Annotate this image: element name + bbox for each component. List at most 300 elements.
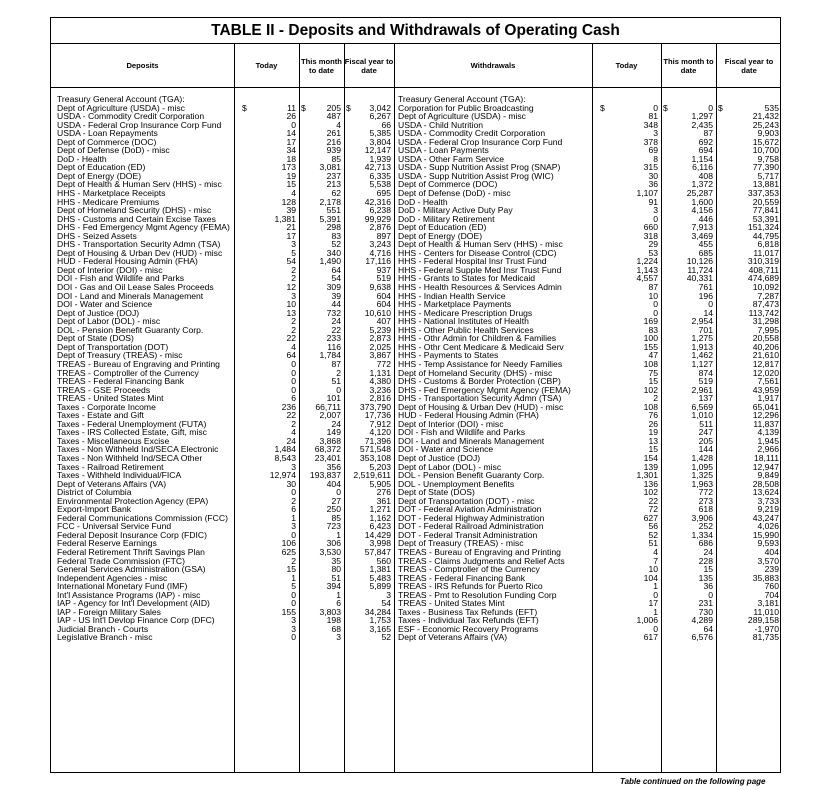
deposit-row-fiscal: 4,380 (369, 376, 391, 387)
withdrawal-row-today: 102 (643, 384, 658, 395)
withdrawal-row-today: 102 (643, 487, 658, 498)
withdrawal-row-today: 0 (653, 213, 658, 224)
withdrawal-row-label: DHS - Transportation Security Admn (TSA) (398, 393, 562, 404)
deposit-row-label: DoD - Health (57, 153, 107, 164)
withdrawal-row-today: 627 (643, 512, 658, 523)
withdrawal-row-month (666, 95, 713, 104)
column-rule (716, 43, 717, 772)
deposit-row-fiscal: 937 (376, 264, 391, 275)
withdrawal-row-fiscal: 87,473 (752, 299, 779, 310)
deposit-row-fiscal: 5,385 (369, 128, 391, 139)
withdrawal-row-month: 519 (698, 376, 713, 387)
withdrawal-row-month: 7,913 (691, 222, 713, 233)
withdrawal-row-today: 4 (653, 546, 658, 557)
deposit-row-month: 51 (331, 572, 341, 583)
deposit-row-month: 27 (331, 495, 341, 506)
withdrawal-row-month: 730 (698, 606, 713, 617)
deposit-row-month: 68 (331, 623, 341, 634)
deposit-row-label: Dept of Homeland Security (DHS) - misc (57, 205, 212, 216)
deposit-row-fiscal: 42,316 (364, 196, 391, 207)
withdrawal-row-fiscal: 81,735 (752, 632, 779, 643)
deposit-row-fiscal: 6,335 (369, 170, 391, 181)
withdrawal-row-label: TREAS - Claims Judgments and Relief Acts (398, 555, 565, 566)
deposit-row-label: TREAS - United States Mint (57, 393, 164, 404)
withdrawal-row-label: USDA - Federal Crop Insurance Corp Fund (398, 136, 563, 147)
currency-symbol: $ (301, 103, 306, 113)
deposit-row-today: 10 (286, 299, 296, 310)
deposit-row-label: Federal Deposit Insurance Corp (FDIC) (57, 529, 207, 540)
deposit-row-fiscal: 54 (381, 598, 391, 609)
deposit-row-month: 233 (326, 333, 341, 344)
deposit-row-fiscal: 12,147 (364, 145, 391, 156)
withdrawal-row-label: DOT - Federal Railroad Administration (398, 521, 544, 532)
withdrawal-row-month: 6,576 (691, 632, 713, 643)
deposit-row-label: Legislative Branch - misc (57, 632, 153, 643)
withdrawal-row-month: 1,372 (691, 179, 713, 190)
withdrawal-row-month: 1,462 (691, 350, 713, 361)
deposit-row-month: 213 (326, 179, 341, 190)
deposit-row-label: Dept of Treasury (TREAS) - misc (57, 350, 183, 361)
deposit-row-label: USDA - Commodity Credit Corporation (57, 111, 205, 122)
withdrawal-row-today: 91 (648, 196, 658, 207)
withdrawal-row-today: 136 (643, 478, 658, 489)
deposit-row-month: 216 (326, 136, 341, 147)
deposit-row-today: 236 (281, 401, 296, 412)
deposit-row-month: 723 (326, 521, 341, 532)
deposit-row-month: 3,530 (319, 546, 341, 557)
deposits-today-column (251, 95, 296, 642)
withdrawal-row-month: 1,010 (691, 410, 713, 421)
deposit-row-fiscal: 373,790 (359, 401, 391, 412)
deposit-row-fiscal: 5,538 (369, 179, 391, 190)
deposit-row-month: 1 (336, 529, 341, 540)
deposit-row-month: 101 (326, 393, 341, 404)
withdrawal-row-fiscal: 10,092 (752, 282, 779, 293)
withdrawal-row-today: 47 (648, 350, 658, 361)
deposit-row-today: 0 (291, 598, 296, 609)
withdrawal-row-fiscal: 9,903 (757, 128, 779, 139)
deposit-row-month: 198 (326, 615, 341, 626)
withdrawal-row-label: Dept of Commerce (DOC) (398, 179, 498, 190)
withdrawal-row-month: 10,126 (686, 256, 713, 267)
deposit-row-label: TREAS - Comptroller of the Currency (57, 367, 199, 378)
withdrawal-row-label: DoD - Military Retirement (398, 213, 495, 224)
withdrawal-row-label: Dept of Treasury (TREAS) - misc (398, 538, 524, 549)
withdrawal-row-today: 56 (648, 521, 658, 532)
deposit-row-month: 149 (326, 427, 341, 438)
withdrawal-row-fiscal: 18,111 (753, 452, 779, 463)
withdrawal-row-today: 0 (653, 589, 658, 600)
deposit-row-fiscal: 1,381 (369, 564, 391, 575)
deposit-row-today: 3 (291, 290, 296, 301)
deposit-row-fiscal: 2,816 (369, 393, 391, 404)
deposit-row-month: 306 (326, 538, 341, 549)
withdrawal-row-label: HHS - Federal Supple Med Insr Trust Fund (398, 264, 562, 275)
column-rule (661, 43, 662, 772)
withdrawal-row-fiscal: 9,593 (757, 538, 779, 549)
currency-symbol: $ (600, 103, 605, 113)
deposit-row-month: 2,178 (319, 196, 341, 207)
column-rule (394, 43, 395, 772)
deposit-row-month: 3 (336, 632, 341, 643)
deposit-row-today: 14 (286, 128, 296, 139)
deposit-row-fiscal: 5,483 (369, 572, 391, 583)
withdrawal-row-label: HHS - Health Resources & Services Admin (398, 282, 562, 293)
withdrawal-row-label: USDA - Supp Nutrition Assist Prog (SNAP) (398, 162, 561, 173)
deposit-row-month: 85 (331, 512, 341, 523)
withdrawal-row-today: 155 (643, 341, 658, 352)
deposit-row-label: DOI - Gas and Oil Lease Sales Proceeds (57, 282, 214, 293)
column-rule (592, 43, 593, 772)
deposit-row-month: 24 (331, 418, 341, 429)
deposit-row-fiscal: 57,847 (364, 546, 391, 557)
deposit-row-label: Federal Trade Commission (FTC) (57, 555, 185, 566)
withdrawal-row-fiscal: 11,837 (753, 418, 779, 429)
withdrawal-row-fiscal: 9,219 (757, 504, 779, 515)
withdrawal-row-month: 196 (698, 290, 713, 301)
withdrawal-row-fiscal: 12,947 (752, 461, 779, 472)
deposit-row-month: 22 (331, 324, 341, 335)
withdrawal-row-today: 1,143 (636, 264, 658, 275)
deposit-row-month: 356 (326, 461, 341, 472)
withdrawal-row-label: HHS - National Institutes of Health (398, 316, 529, 327)
deposit-row-month: 237 (326, 170, 341, 181)
deposit-row-fiscal: 1,162 (369, 512, 391, 523)
deposit-row-today: 128 (281, 196, 296, 207)
withdrawal-row-today: 19 (648, 427, 658, 438)
withdrawal-row-today: 3 (653, 205, 658, 216)
deposit-row-month: 52 (331, 239, 341, 250)
withdrawal-row-fiscal: 21,610 (752, 350, 779, 361)
withdrawal-row-today: 51 (648, 538, 658, 549)
withdrawal-row-fiscal: 21,432 (752, 111, 779, 122)
withdrawal-row-today: 22 (648, 495, 658, 506)
deposit-row-fiscal: 5,239 (369, 324, 391, 335)
withdrawal-row-label: DHS - Customs & Border Protection (CBP) (398, 376, 561, 387)
deposit-row-month: 39 (331, 290, 341, 301)
deposit-row-month: 24 (331, 316, 341, 327)
deposit-row-today: 17 (286, 230, 296, 241)
withdrawal-row-today: 87 (648, 282, 658, 293)
deposit-row-today: 155 (281, 606, 296, 617)
deposit-row-label: General Services Administration (GSA) (57, 564, 206, 575)
withdrawal-row-month: 0 (708, 589, 713, 600)
deposit-row-fiscal: 571,548 (359, 444, 391, 455)
withdrawal-row-fiscal: 3,570 (757, 555, 779, 566)
deposit-row-month: 54 (331, 273, 341, 284)
deposit-row-today: 2 (291, 418, 296, 429)
deposit-row-today: 1,484 (274, 444, 296, 455)
withdrawal-row-label: HHS - Payments to States (398, 350, 499, 361)
deposit-row-month: 250 (326, 504, 341, 515)
withdrawal-row-label: Corporation for Public Broadcasting (398, 102, 534, 113)
deposit-row-month: 939 (326, 145, 341, 156)
deposit-row-fiscal: 99,929 (364, 213, 391, 224)
deposit-row-label: TREAS - Federal Financing Bank (57, 376, 185, 387)
withdrawal-row-month: 694 (698, 145, 713, 156)
deposit-row-fiscal: 695 (376, 188, 391, 199)
deposit-row-month: 3,081 (319, 162, 341, 173)
withdrawal-row-label: USDA - Other Farm Service (398, 153, 505, 164)
withdrawal-row-fiscal: 151,324 (747, 222, 779, 233)
withdrawal-row-label: DOI - Water and Science (398, 444, 494, 455)
deposit-row-today: 5 (291, 581, 296, 592)
withdrawal-row-fiscal: 20,558 (752, 333, 779, 344)
withdrawal-row-label: Dept of Defense (DoD) - misc (398, 188, 511, 199)
deposit-row-fiscal: 407 (376, 316, 391, 327)
deposit-row-fiscal: 14,429 (364, 529, 391, 540)
deposit-row-fiscal: 5,203 (369, 461, 391, 472)
withdrawal-row-fiscal: 77,390 (752, 162, 779, 173)
withdrawal-row-today: 154 (643, 452, 658, 463)
withdrawal-row-fiscal: 15,990 (752, 529, 779, 540)
withdrawals-label-column (398, 95, 591, 642)
deposits-month-column (306, 95, 341, 642)
column-rule (344, 43, 345, 772)
withdrawal-row-label: DOI - Fish and Wildlife and Parks (398, 427, 526, 438)
deposit-row-month: 51 (331, 376, 341, 387)
deposit-row-label: DOI - Fish and Wildlife and Parks (57, 273, 185, 284)
table-footnote: Table continued on the following page (620, 777, 766, 786)
withdrawal-row-today: 108 (643, 401, 658, 412)
deposit-row-label: Dept of Education (ED) (57, 162, 146, 173)
deposit-row-month: 2 (336, 367, 341, 378)
deposit-row-today: 0 (291, 358, 296, 369)
withdrawal-row-month: 144 (698, 444, 713, 455)
withdrawal-row-label: Dept of State (DOS) (398, 487, 475, 498)
deposit-row-today: 2 (291, 555, 296, 566)
deposit-row-today: 11 (287, 102, 296, 113)
withdrawal-row-fiscal: 44,795 (752, 230, 779, 241)
withdrawal-row-month: 36 (703, 581, 713, 592)
withdrawal-row-today: 0 (653, 102, 658, 113)
deposit-row-today: 19 (286, 170, 296, 181)
withdrawal-row-today: 1 (653, 606, 658, 617)
deposit-row-today: 24 (286, 435, 296, 446)
withdrawal-row-month: 1,600 (691, 196, 713, 207)
deposit-row-today: 1 (291, 572, 296, 583)
withdrawal-row-today: 1 (653, 581, 658, 592)
deposit-row-label: Taxes - Railroad Retirement (57, 461, 164, 472)
withdrawal-row-label: USDA - Child Nutrition (398, 119, 484, 130)
deposit-row-month: 1 (336, 589, 341, 600)
deposit-row-fiscal: 34,284 (364, 606, 391, 617)
deposit-row-today: 8,543 (274, 452, 296, 463)
withdrawal-row-month: 15 (703, 564, 713, 575)
deposits-label-column (57, 95, 233, 642)
deposit-row-label: FCC - Universal Service Fund (57, 521, 172, 532)
deposit-row-today: 18 (286, 153, 296, 164)
withdrawal-row-month: 761 (698, 282, 713, 293)
withdrawal-row-month: 2,435 (691, 119, 713, 130)
table-frame (50, 17, 781, 773)
currency-symbol: $ (718, 103, 723, 113)
withdrawal-row-month: 252 (698, 521, 713, 532)
withdrawal-row-month: 874 (698, 367, 713, 378)
withdrawal-row-label: TREAS - Bureau of Engraving and Printing (398, 546, 561, 557)
deposit-row-month: 35 (331, 555, 341, 566)
withdrawal-row-today: 36 (648, 179, 658, 190)
withdrawal-row-today: 100 (643, 333, 658, 344)
withdrawal-row-fiscal: 28,508 (752, 478, 779, 489)
withdrawal-row-month: 618 (698, 504, 713, 515)
withdrawal-row-today: 83 (648, 324, 658, 335)
withdrawal-row-month: 231 (698, 598, 713, 609)
column-rule (234, 43, 235, 772)
withdrawal-row-fiscal: 35,883 (752, 572, 779, 583)
deposit-row-today: 4 (291, 427, 296, 438)
deposit-row-fiscal: 4,716 (369, 247, 391, 258)
deposit-row-month: 261 (326, 128, 341, 139)
withdrawal-row-month: 701 (698, 324, 713, 335)
deposit-row-month: 732 (326, 307, 341, 318)
withdrawal-row-today (611, 95, 658, 104)
deposit-row-fiscal: 4,120 (369, 427, 391, 438)
withdrawal-row-today: 0 (653, 299, 658, 310)
withdrawal-row-today: 617 (643, 632, 658, 643)
withdrawal-row-label: Taxes - Individual Tax Refunds (EFT) (398, 615, 539, 626)
withdrawal-row-label: TREAS - Federal Financing Bank (398, 572, 526, 583)
deposit-row-fiscal: 10,610 (364, 307, 391, 318)
withdrawal-row-label: Dept of Energy (DOE) (398, 230, 483, 241)
withdrawal-row-label: TREAS - Pmt to Resolution Funding Corp (398, 589, 557, 600)
withdrawal-row-label: Dept of Education (ED) (398, 222, 487, 233)
deposits-fiscal-column (351, 95, 391, 642)
deposit-row-fiscal: 9,638 (369, 282, 391, 293)
withdrawal-row-fiscal: 10,700 (752, 145, 779, 156)
deposit-row-label: Export-Import Bank (57, 504, 132, 515)
deposit-row-month: 116 (327, 341, 341, 352)
deposit-row-label: Taxes - Non Withheld Ind/SECA Electronic (57, 444, 219, 455)
deposit-row-today: 17 (286, 136, 296, 147)
deposit-row-fiscal: 3,042 (369, 102, 391, 113)
withdrawal-row-month: 14 (703, 307, 713, 318)
withdrawal-row-label: HHS - Other Public Health Services (398, 324, 534, 335)
deposit-row-label: Treasury General Account (TGA): (57, 94, 185, 104)
deposit-row-month: 3,803 (319, 606, 341, 617)
withdrawal-row-month: 11,724 (687, 264, 713, 275)
withdrawal-row-fiscal: 4,139 (757, 427, 779, 438)
deposit-row-label: Environmental Protection Agency (EPA) (57, 495, 209, 506)
header-withdrawals: Withdrawals (470, 61, 516, 70)
withdrawal-row-fiscal: 408,711 (748, 264, 779, 275)
withdrawal-row-month: 137 (698, 393, 713, 404)
deposit-row-fiscal: 604 (376, 290, 391, 301)
withdrawal-row-label: DOT - Federal Highway Administration (398, 512, 545, 523)
withdrawal-row-fiscal: 65,041 (752, 401, 779, 412)
deposit-row-today: 4 (291, 188, 296, 199)
withdrawal-row-fiscal: 12,020 (752, 367, 779, 378)
withdrawal-row-today: 76 (648, 410, 658, 421)
deposit-row-today: 1 (291, 512, 296, 523)
deposit-row-today: 26 (286, 111, 296, 122)
deposit-row-today: 4 (291, 341, 296, 352)
deposit-row-fiscal: 897 (376, 230, 391, 241)
withdrawal-row-month: 511 (699, 418, 713, 429)
withdrawal-row-today: 52 (648, 529, 658, 540)
withdrawal-row-label: Treasury General Account (TGA): (398, 94, 526, 104)
withdrawal-row-today: 26 (648, 418, 658, 429)
deposit-row-label: TREAS - Bureau of Engraving and Printing (57, 358, 220, 369)
deposit-row-month: 394 (326, 581, 341, 592)
withdrawal-row-fiscal: 20,559 (752, 196, 779, 207)
deposit-row-fiscal: 3,804 (369, 136, 391, 147)
deposit-row-fiscal: 3,236 (369, 384, 391, 395)
deposit-row-label: Dept of Justice (DOJ) (57, 307, 140, 318)
deposit-row-label: Taxes - Non Withheld Ind/SECA Other (57, 452, 203, 463)
withdrawal-row-fiscal: 6,818 (757, 239, 779, 250)
withdrawal-row-today: 0 (653, 307, 658, 318)
deposit-row-month: 309 (326, 282, 341, 293)
withdrawal-row-month: 1,154 (691, 153, 713, 164)
deposit-row-label: Taxes - Federal Unemployment (FUTA) (57, 418, 207, 429)
withdrawal-row-today: 7 (653, 555, 658, 566)
deposit-row-label: Dept of State (DOS) (57, 333, 134, 344)
deposit-row-month: 44 (331, 299, 341, 310)
withdrawal-row-month: 228 (698, 555, 713, 566)
withdrawal-row-fiscal: 760 (764, 581, 779, 592)
deposit-row-month: 1,784 (319, 350, 341, 361)
withdrawal-row-fiscal: 31,298 (752, 316, 779, 327)
deposit-row-month: 87 (331, 358, 341, 369)
withdrawal-row-month: 1,963 (691, 478, 713, 489)
withdrawal-row-label: Dept of Veterans Affairs (VA) (398, 632, 508, 643)
deposit-row-fiscal: 276 (376, 487, 391, 498)
deposit-row-fiscal: 3,243 (369, 239, 391, 250)
header-deposits: Deposits (126, 61, 159, 70)
withdrawal-row-month: 4,156 (691, 205, 713, 216)
withdrawal-row-fiscal: 1,945 (757, 435, 779, 446)
deposit-row-label: Federal Reserve Earnings (57, 538, 157, 549)
withdrawal-row-month: 0 (708, 299, 713, 310)
currency-symbol: $ (346, 103, 351, 113)
withdrawal-row-month: 446 (698, 213, 713, 224)
deposit-row-fiscal: 1,939 (369, 153, 391, 164)
withdrawal-row-label: DoD - Military Active Duty Pay (398, 205, 513, 216)
deposit-row-month: 66,711 (315, 401, 341, 412)
deposit-row-today: 6 (291, 393, 296, 404)
deposit-row-label: IAP - US Int'l Devlop Finance Corp (DFC) (57, 615, 215, 626)
withdrawal-row-fiscal: 310,319 (747, 256, 779, 267)
deposit-row-month: 487 (326, 111, 341, 122)
deposit-row-month: 193,837 (309, 470, 341, 481)
withdrawal-row-today: 378 (643, 136, 658, 147)
withdrawal-row-fiscal: 1,917 (757, 393, 779, 404)
withdrawal-row-label: HUD - Federal Housing Admin (FHA) (398, 410, 539, 421)
deposit-row-fiscal: 6,267 (369, 111, 391, 122)
deposit-row-today: 2 (291, 273, 296, 284)
withdrawal-row-today: 139 (643, 461, 658, 472)
deposit-row-fiscal: 5,905 (369, 478, 391, 489)
withdrawal-row-fiscal: 7,995 (757, 324, 779, 335)
deposit-row-month: 4 (336, 119, 341, 130)
deposit-row-fiscal: 2,025 (369, 341, 391, 352)
withdrawal-row-fiscal: 9,849 (757, 470, 779, 481)
deposit-row-label: DHS - Seized Assets (57, 230, 137, 241)
deposit-row-fiscal: 2,519,611 (353, 470, 391, 481)
withdrawal-row-fiscal: 9,758 (757, 153, 779, 164)
withdrawal-row-fiscal: 7,287 (757, 290, 779, 301)
withdrawal-row-fiscal: 289,158 (747, 615, 779, 626)
deposit-row-month: 62 (331, 188, 341, 199)
withdrawal-row-today: 1,301 (636, 470, 658, 481)
header-fiscal-2: Fiscal year to date (724, 56, 774, 75)
deposit-row-today: 15 (286, 564, 296, 575)
withdrawal-row-label: HHS - Indian Health Service (398, 290, 506, 301)
withdrawal-row-month: 40,331 (686, 273, 713, 284)
deposit-row-today: 2 (291, 324, 296, 335)
withdrawals-today-column (611, 95, 658, 642)
